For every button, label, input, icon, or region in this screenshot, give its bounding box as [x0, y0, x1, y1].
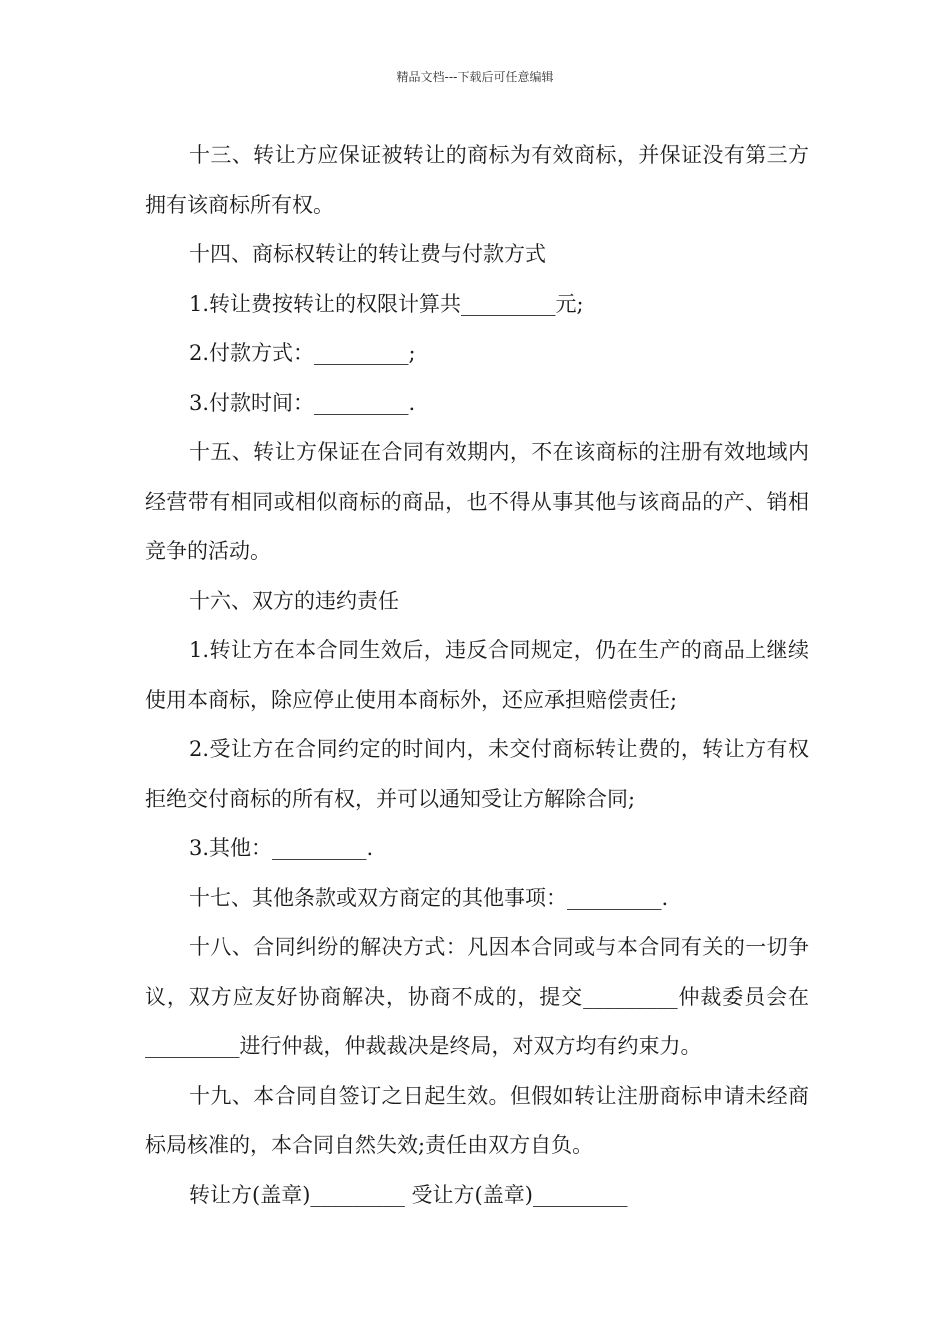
document-body [145, 131, 809, 1220]
clause-14-heading: 十四、商标权转让的转让费与付款方式 [189, 242, 546, 266]
clause-17: 十七、其他条款或双方商定的其他事项：_________. [189, 885, 669, 910]
clause-14-item-2: 2.付款方式：_________; [189, 341, 416, 365]
clause-16-item-2: 2.受让方在合同约定的时间内，未交付商标转让费的，转让方有权拒绝交付商标的所有权，并可以通知受让方解除合同; [145, 737, 809, 811]
clause-19: 十九、本合同自签订之日起生效。但假如转让注册商标申请未经商标局核准的，本合同自然失效;责任由双方自负。 [145, 1083, 809, 1157]
signature-line: 转让方(盖章)_________ 受让方(盖章)_________ [189, 1182, 628, 1207]
clause-16-item-1: 1.转让方在本合同生效后，违反合同规定，仍在生产的商品上继续使用本商标，除应停止使用本商标外，还应承担赔偿责任; [145, 638, 809, 712]
clause-16-heading: 十六、双方的违约责任 [189, 588, 399, 613]
clause-14-item-3: 3.付款时间：_________. [189, 390, 416, 415]
clause-15: 十五、转让方保证在合同有效期内，不在该商标的注册有效地域内经营带有相同或相似商标的商品，也不得从事其他与该商品的产、销相竞争的活动。 [145, 440, 809, 563]
clause-16-item-3: 3.其他：_________. [189, 836, 374, 860]
page-header: 精品文档---下载后可任意编辑 [396, 70, 554, 84]
clause-18: 十八、合同纠纷的解决方式：凡因本合同或与本合同有关的一切争议，双方应友好协商解决，协商不成的，提交_________仲裁委员会在_________进行仲裁，仲裁裁决是终局，对双方均有约束力。 [145, 935, 809, 1058]
clause-13: 十三、转让方应保证被转让的商标为有效商标，并保证没有第三方拥有该商标所有权。 [145, 143, 809, 217]
clause-14-item-1: 1.转让费按转让的权限计算共_________元; [189, 291, 584, 316]
